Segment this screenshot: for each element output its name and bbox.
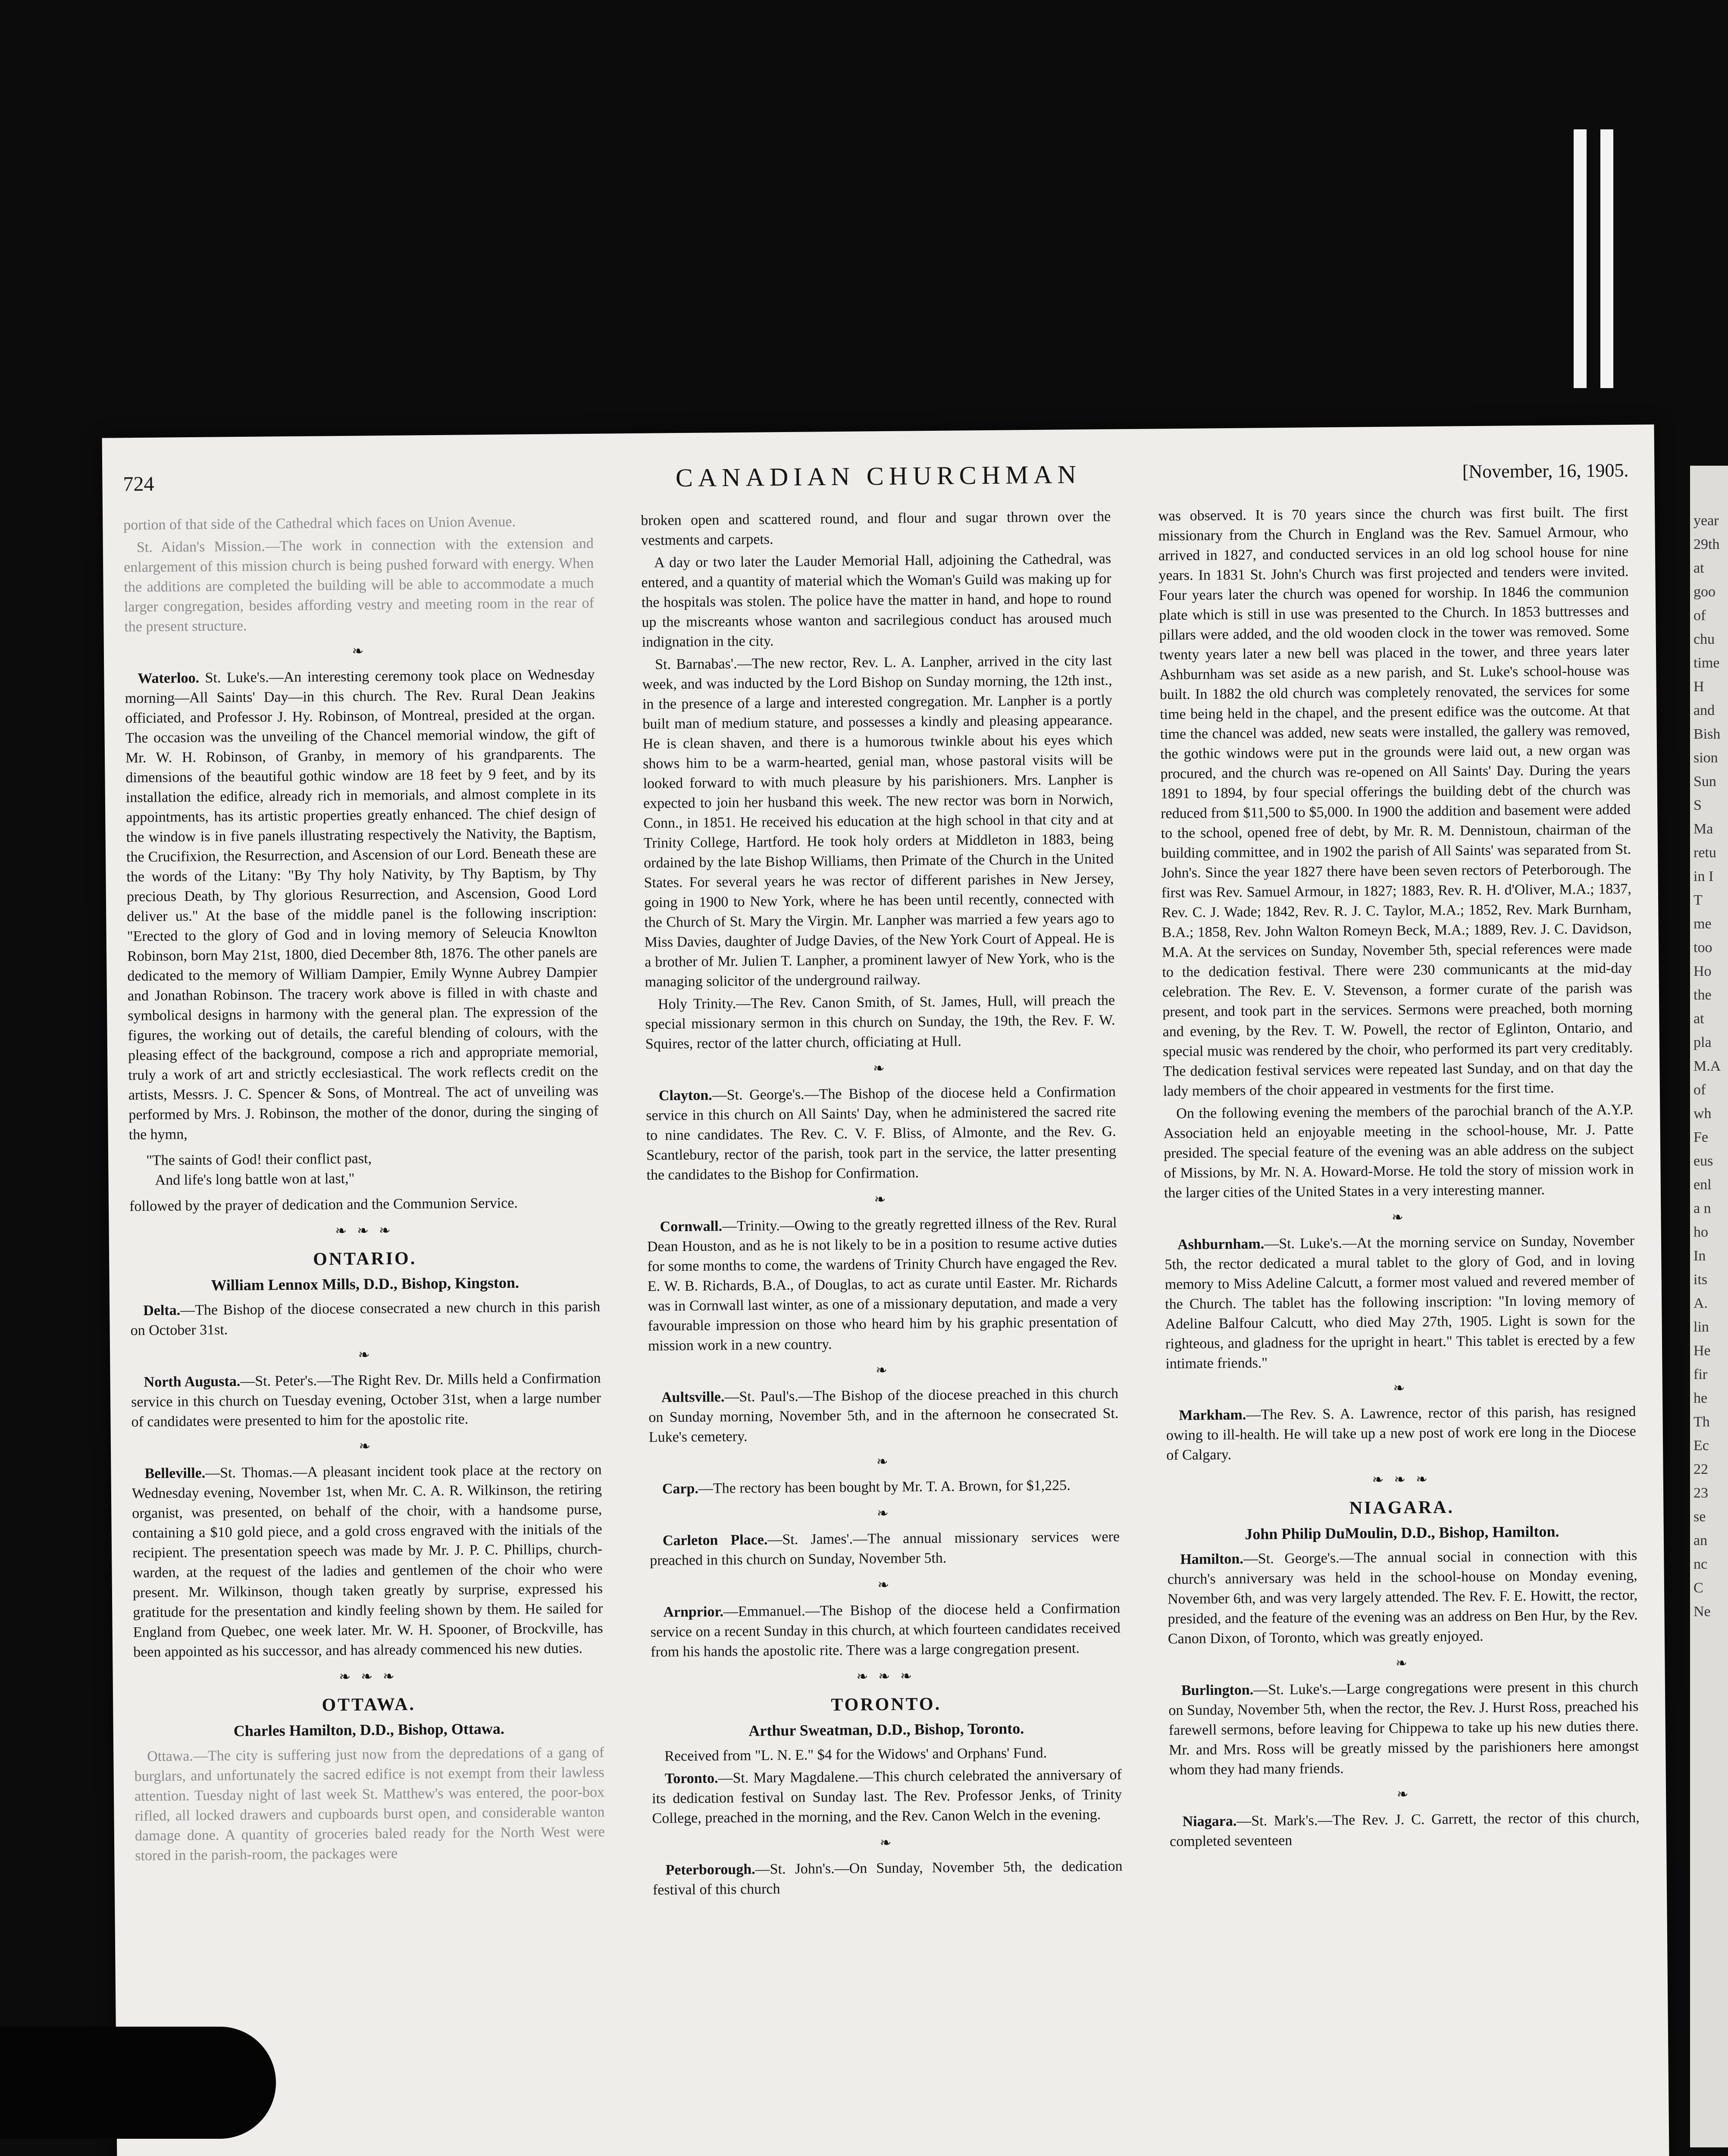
article-text: —St. Thomas.—A pleasant incident took place at the rectory on Wednesday evening, November 1st, when Mr. C. A. R. Wilkinson, the retiring organist, was presented, on behalf of the choir, with a handsome purse, containing a $10 gold piece, and a gold cross engraved with the initials of the recipient. The presentation speech was made by Mr. J. P. C. Phillips, church-warden, at the request of the ladies and gentlemen of the choir who were present. Mr. Wilkinson, though taken greatly by surprise, expressed his gratitude for the presentation and kindly feeling shown by them. He sailed for England from Quebec, one week later. Mr. W. H. Spooner, of Brockville, has been appointed as his successor, and has already commenced his new duties.	[131, 1461, 603, 1661]
edge-text-fragment: the	[1694, 987, 1712, 1003]
article-paragraph: followed by the prayer of dedication and the Communion Service.	[129, 1195, 518, 1215]
article-arnprior	[650, 1598, 1121, 1662]
edge-text-fragment: and	[1694, 702, 1715, 718]
article-paragraph: broken open and scattered round, and flour and sugar thrown over the vestments and carpets.	[641, 508, 1111, 548]
place-heading: Belleville.	[144, 1465, 206, 1482]
article-waterloo	[125, 665, 599, 1145]
edge-text-fragment: me	[1694, 916, 1712, 932]
edge-text-fragment: Sun	[1694, 774, 1716, 790]
place-heading: Cornwall.	[660, 1218, 723, 1235]
bishop-line: William Lennox Mills, D.D., Bishop, Kingston.	[211, 1274, 520, 1294]
column-3	[1158, 502, 1643, 2156]
scanner-stripe	[1574, 129, 1587, 388]
edge-text-fragment: T	[1694, 892, 1703, 908]
edge-text-fragment: S	[1694, 797, 1702, 813]
edge-text-fragment: time	[1694, 655, 1720, 671]
edge-text-fragment: an	[1694, 1532, 1708, 1548]
article-text: —St. Luke's.—At the morning service on Sunday, November 5th, the rector dedicated a mural tablet to the glory of God, and in loving memory to Miss Adeline Calcutt, a former most valued and revered member of the Church. The tablet has the following inscription: "In loving memory of Adeline Balfour Calcutt, who died May 27th, 1905. Light is sown for the righteous, and gladness for the upright in heart." This tablet is erected by a few intimate friends."	[1165, 1232, 1636, 1372]
edge-text-fragment: year	[1694, 513, 1719, 529]
article-paragraph: St. Aidan's Mission.—The work in connection with the extension and enlargement of this mission church is being pushed forward with energy. When the additions are completed the building will be able to accommodate a much larger congregation, besides affording vestry and meeting room in the rear of the present structure.	[124, 535, 595, 635]
edge-text-fragment: of	[1694, 608, 1706, 624]
edge-text-fragment: chu	[1694, 631, 1715, 647]
ornament: ❧	[877, 1576, 893, 1593]
edge-text-fragment: Th	[1694, 1414, 1710, 1430]
edge-text-fragment: 22	[1694, 1461, 1708, 1477]
place-heading: Waterloo.	[138, 670, 200, 687]
edge-text-fragment: Ec	[1694, 1438, 1709, 1454]
edge-text-fragment: ho	[1694, 1224, 1708, 1240]
article-toronto	[652, 1765, 1122, 1829]
newspaper-page	[102, 424, 1670, 2156]
edge-text-fragment: Ma	[1694, 821, 1713, 837]
page-number: 724	[123, 472, 154, 496]
next-page-edge	[1690, 466, 1728, 2147]
edge-text-fragment: M.A	[1694, 1058, 1721, 1074]
place-heading: North Augusta.	[144, 1373, 241, 1391]
edge-text-fragment: he	[1694, 1390, 1708, 1406]
ornament: ❧	[873, 1060, 888, 1076]
edge-text-fragment: fir	[1694, 1366, 1708, 1382]
edge-text-fragment: at	[1694, 560, 1704, 576]
column-1	[123, 511, 608, 2156]
section-ornament: ❧ ❧ ❧	[1372, 1471, 1431, 1488]
article-cornwall	[647, 1213, 1118, 1356]
article-paragraph: St. Barnabas'.—The new rector, Rev. L. A. Lanpher, arrived in the city last week, and was inducted by the Lord Bishop on Sunday morning, the 12th inst., in the presence of a large and interested congregation. Mr. Lanpher is a portly built man of medium stature, and possesses a kindly and pleasing appearance. He is clean shaven, and there is a humorous twinkle about his eyes which shows him to be a warm-hearted, genial man, whose pastoral visits will be looked forward to with much pleasure by his parishioners. Mrs. Lanpher is expected to join her husband this week. The new rector was born in Norwich, Conn., in 1851. He received his education at the high school in that city and at Trinity College, Hartford. He took holy orders at Middleton in 1883, being ordained by the late Bishop Williams, then Primate of the Church in the United States. For several years he was rector of different parishes in New Jersey, going in 1900 to New York, where he has been until recently, connected with the Church of St. Mary the Virgin. Mr. Lanpher was married a few years ago to Miss Davies, daughter of Judge Davies, of the New York Court of Appeal. He is a brother of Mr. Julien T. Lanpher, a prominent lawyer of New York, who is the managing solicitor of the underground railway.	[642, 652, 1115, 990]
article-text: —St. Luke's.—Large congregations were present in this church on Sunday, November 5th, when the rector, the Rev. J. Hurst Ross, preached his farewell sermons, before leaving for Chippewa to take up his new duties there. Mr. and Mrs. Ross will be greatly missed by the parishioners here amongst whom they had many friends.	[1168, 1678, 1639, 1778]
article-text: St. Luke's.—An interesting ceremony took place on Wednesday morning—All Saints' Day—in this church. The Rev. Rural Dean Jeakins officiated, and Professor J. Hy. Robinson, of Montreal, presided at the organ. The occasion was the unveiling of the Chancel memorial window, the gift of Mr. W. H. Robinson, of Granby, in memory of his grandparents. The dimensions of the beautiful gothic window are 18 feet by 9 feet, and by its installation the edifice, already rich in memorials, and almost complete in its appointments, has its artistic properties greatly enhanced. The chief design of the window is in five panels illustrating respectively the Nativity, the Baptism, the Crucifixion, the Resurrection, and Ascension of our Lord. Beneath these are the words of the Litany: "By Thy holy Nativity, by Thy Baptism, by Thy precious Death, by Thy glorious Resurrection, and Ascension, Good Lord deliver us." At the base of the middle panel is the following inscription: "Erected to the glory of God and in loving memory of Seleucia Knowlton Robinson, born May 21st, 1800, died December 8th, 1876. The other panels are dedicated to the memory of William Dampier, Emily Wynne Aubrey Dampier and Jonathan Robinson. The tracery work above is filled in with chaste and symbolical designs in harmony with the general plan. The expression of the figures, the working out of details, the careful blending of colours, with the pleasing effect of the background, compose a rich and appropriate memorial, truly a work of art and strictly ecclesiastical. The work reflects credit on the artists, Messrs. J. C. Spencer & Sons, of Montreal. The act of unveiling was performed by Mrs. J. Robinson, the mother of the donor, during the singing of the hymn,	[125, 666, 599, 1143]
diocese-heading: ONTARIO.	[313, 1248, 417, 1269]
place-heading: Burlington.	[1181, 1682, 1254, 1699]
scanner-stripe	[1600, 129, 1613, 388]
article-paragraph: Holy Trinity.—The Rev. Canon Smith, of St. James, Hull, will preach the special missionary sermon in this church on Sunday, the 19th, the Rev. F. W. Squires, rector of the latter church, officiating at Hull.	[645, 992, 1115, 1052]
article-ashburnham	[1165, 1231, 1636, 1374]
ornament: ❧	[1393, 1380, 1409, 1396]
article-paragraph: On the following evening the members of the parochial branch of the A.Y.P. Association held an enjoyable meeting in the school-house, Mr. J. Patte presided. The special feature of the evening was an able address on the subject of Missions, by Mr. N. A. Howard-Morse. He told the story of mission work in the larger cities of the United States in a very interesting manner.	[1163, 1101, 1634, 1201]
article-peterborough	[652, 1856, 1123, 1900]
article-paragraph: was observed. It is 70 years since the church was first built. The first missionary from the Church in England was the Rev. Samuel Armour, who arrived in 1827, and conducted services in an old log school house for nine years. In 1831 St. John's Church was first projected and tenders were invited. Four years later the church was opened for worship. In 1846 the communion plate which is still in use was presented to the Church. In 1853 buttresses and pillars were added, and the old wooden clock in the tower was removed. Some twenty years later a new bell was placed in the tower, and three years later Ashburnham was set aside as a new parish, and St. Luke's school-house was built. In 1882 the old church was completely renovated, the services for some time being held in the chapel, and the present edifice was the outcome. At that time the chancel was added, new seats were installed, the gallery was removed, the gothic windows were put in the grounds were laid out, a new organ was procured, and the church was re-opened on All Saints' Day. During the years 1891 to 1894, by four special offerings the building debt of the church was reduced from $11,500 to $5,000. In 1900 the addition and basement were added to the school, opened free of debt, by Mr. R. M. Dennistoun, chairman of the building committee, and in 1902 the parish of All Saints' was separated from St. John's. Since the year 1827 there have been seven rectors of Peterborough. The first was Rev. Samuel Armour, in 1827; 1883, Rev. R. H. d'Oliver, M.A.; 1837, Rev. C. J. Wade; 1842, Rev. R. J. C. Taylor, M.A.; 1852, Rev. Mark Burnham, B.A.; 1858, Rev. John Walton Romeyn Beck, M.A.; 1889, Rev. J. C. Davidson, M.A. At the services on Sunday, November 5th, special references were made to the dedication festival. There were 230 communicants at the mid-day celebration. The Rev. E. V. Stevenson, a former curate of the parish was present, and took part in the services. Sermons were preached, both morning and evening, by the Rev. T. W. Powell, the rector of Eglinton, Ontario, and special music was rendered by the choir, who performed its part very creditably. The dedication festival services were repeated last Sunday, and on that day the lady members of the choir appeared in vestments for the first time.	[1158, 504, 1633, 1100]
ornament: ❧	[1396, 1786, 1412, 1802]
article-delta	[130, 1297, 601, 1341]
edge-text-fragment: goo	[1694, 584, 1715, 600]
article-paragraph: portion of that side of the Cathedral which faces on Union Avenue.	[123, 514, 516, 533]
edge-text-fragment: Bish	[1694, 726, 1721, 742]
thumb-shadow	[0, 2027, 276, 2139]
edge-text-fragment: at	[1694, 1011, 1704, 1027]
columns	[123, 502, 1647, 2156]
article-text: —St. Paul's.—The Bishop of the diocese preached in this church on Sunday morning, November 5th, and in the afternoon he consecrated St. Luke's cemetery.	[648, 1385, 1119, 1445]
place-heading: Hamilton.	[1180, 1551, 1243, 1568]
ornament: ❧	[359, 1438, 374, 1454]
article-text: —St. John's.—On Sunday, November 5th, the dedication festival of this church	[652, 1858, 1123, 1898]
edge-text-fragment: pla	[1694, 1034, 1712, 1050]
place-heading: Carp.	[662, 1480, 699, 1497]
edge-text-fragment: Ho	[1694, 963, 1712, 979]
edge-text-fragment: in I	[1694, 868, 1714, 884]
diocese-heading: TORONTO.	[831, 1694, 942, 1715]
ornament: ❧	[876, 1453, 892, 1470]
article-carleton-place	[650, 1527, 1120, 1571]
page-header	[102, 454, 1655, 502]
edge-text-fragment: se	[1694, 1509, 1706, 1525]
edge-text-fragment: 23	[1694, 1485, 1708, 1501]
article-text: —St. Mary Magdalene.—This church celebrated the anniversary of its dedication festival on Sunday last. The Rev. Professor Jenks, of Trinity College, preached in the morning, and the Rev. Canon Welch in the evening.	[651, 1767, 1122, 1827]
section-ornament: ❧ ❧ ❧	[339, 1668, 398, 1685]
place-heading: Arnprior.	[663, 1604, 724, 1620]
article-niagara	[1169, 1808, 1640, 1852]
ornament: ❧	[1395, 1655, 1411, 1671]
edge-text-fragment: H	[1694, 679, 1704, 695]
article-text: —St. George's.—The Bishop of the diocese held a Confirmation service in this church on All Saints' Day, when he administered the sacred rite to nine candidates. The Rev. C. V. F. Bliss, of Almonte, and the Rev. G. Scantlebury, rector of the parish, took part in the service, the latter presenting the candidates to the Bishop for Confirmation.	[646, 1084, 1117, 1183]
edge-text-fragment: nc	[1694, 1556, 1708, 1572]
diocese-heading: OTTAWA.	[322, 1694, 416, 1715]
article-belleville	[131, 1460, 603, 1662]
place-heading: Toronto.	[664, 1770, 718, 1787]
article-ottawa: Ottawa.—The city is suffering just now from the depredations of a gang of burglars, and unfortunately the sacred edifice is not exempt from their lawless attention. Tuesday night of last week St. Matthew's was entered, the poor-box rifled, all locked drawers and cupboards burst open, and considerable wanton damage done. A quantity of groceries baled ready for the North West were stored in the parish-room, the packages were	[134, 1744, 605, 1864]
place-heading: Ashburnham.	[1177, 1236, 1265, 1253]
edge-text-fragment: too	[1694, 940, 1712, 956]
article-clayton	[646, 1082, 1117, 1185]
edge-text-fragment: its	[1694, 1272, 1708, 1288]
masthead: CANADIAN CHURCHMAN	[675, 460, 1082, 492]
article-text: —The Bishop of the diocese consecrated a new church in this parish on October 31st.	[130, 1298, 601, 1339]
article-text: —The Rev. S. A. Lawrence, rector of this parish, has resigned owing to ill-health. He will take up a new post of work ere long in the Diocese of Calgary.	[1166, 1403, 1636, 1463]
edge-text-fragment: of	[1694, 1082, 1706, 1098]
ornament: ❧	[1391, 1209, 1407, 1225]
place-heading: Niagara.	[1182, 1813, 1237, 1830]
ornament: ❧	[880, 1834, 895, 1851]
edge-text-fragment: eus	[1694, 1153, 1713, 1169]
edge-text-fragment: wh	[1694, 1106, 1712, 1122]
article-paragraph: A day or two later the Lauder Memorial Hall, adjoining the Cathedral, was entered, and a quantity of material which the Woman's Guild was making up for the hospitals was stolen. The police have the matter in hand, and hope to round up the miscreants whose wanton and sacrilegious conduct has aroused much indignation in the city.	[641, 551, 1112, 650]
article-paragraph: Received from "L. N. E." $4 for the Widows' and Orphans' Fund.	[664, 1745, 1047, 1764]
edge-text-fragment: Fe	[1694, 1129, 1708, 1145]
article-text: —Trinity.—Owing to the greatly regretted illness of the Rev. Rural Dean Houston, and as he is not likely to be in a position to resume active duties for some months to come, the wardens of Trinity Church have engaged the Rev. E. W. B. Richards, B.A., of Douglas, to act as curate until Easter. Mr. Richards was in Cornwall last winter, as one of a missionary deputation, and made a very favourable impression on those who heard him by his graphic presentation of mission work in a new country.	[647, 1215, 1118, 1354]
edge-text-fragment: enl	[1694, 1177, 1712, 1193]
article-text: —St. James'.—The annual missionary services were preached in this church on Sunday, November 5th.	[650, 1529, 1120, 1569]
edge-text-fragment: sion	[1694, 750, 1718, 766]
ornament: ❧	[874, 1191, 889, 1207]
edge-text-fragment: 29th	[1694, 536, 1720, 552]
article-aultsville	[648, 1384, 1119, 1448]
place-heading: Carleton Place.	[662, 1532, 768, 1549]
place-heading: Aultsville.	[661, 1389, 725, 1406]
diocese-heading: NIAGARA.	[1349, 1497, 1455, 1518]
article-text: —St. George's.—The annual social in connection with this church's anniversary was held in the school-house on Monday evening, November 6th, and was very largely attended. The Rev. F. E. Howitt, the rector, presided, and the feature of the evening was an address on Ben Hur, by the Rev. Canon Dixon, of Toronto, which was greatly enjoyed.	[1167, 1547, 1638, 1647]
verse-line: "The saints of God! their conflict past,	[146, 1150, 372, 1169]
issue-date: [November, 16, 1905.	[1462, 459, 1629, 483]
place-heading: Peterborough.	[665, 1861, 755, 1878]
article-carp	[649, 1475, 1119, 1499]
edge-text-fragment: He	[1694, 1343, 1711, 1359]
section-ornament: ❧ ❧ ❧	[856, 1668, 916, 1684]
article-text: —Emmanuel.—The Bishop of the diocese held a Confirmation service on a recent Sunday in this church, at which fourteen candidates received from his hands the apostolic rite. There was a large congregation present.	[650, 1600, 1121, 1660]
article-text: —The rectory has been bought by Mr. T. A. Brown, for $1,225.	[698, 1477, 1071, 1497]
edge-text-fragment: retu	[1694, 845, 1716, 861]
edge-text-fragment: Ne	[1694, 1604, 1711, 1620]
article-burlington	[1168, 1677, 1639, 1780]
place-heading: Markham.	[1179, 1407, 1246, 1424]
article-markham	[1166, 1402, 1636, 1466]
ornament: ❧	[875, 1362, 891, 1378]
verse-line: And life's long battle won at last,"	[155, 1170, 355, 1188]
ornament: ❧	[358, 1347, 373, 1363]
article-text: —St. Mark's.—The Rev. J. C. Garrett, the rector of this church, completed seventeen	[1169, 1809, 1640, 1850]
article-text: —St. Peter's.—The Right Rev. Dr. Mills held a Confirmation service in this church on Tuesday evening, October 31st, when a large number of candidates were presented to him for the apostolic rite.	[131, 1370, 601, 1430]
article-north-augusta	[131, 1369, 601, 1432]
ornament: ❧	[352, 643, 367, 659]
ornament: ❧	[877, 1505, 892, 1521]
bishop-line: Arthur Sweatman, D.D., Bishop, Toronto.	[748, 1720, 1024, 1739]
hymn-verse	[146, 1147, 599, 1191]
article-hamilton	[1167, 1546, 1638, 1649]
place-heading: Delta.	[143, 1302, 181, 1319]
edge-text-fragment: C	[1694, 1580, 1703, 1596]
edge-text-fragment: a n	[1694, 1200, 1711, 1216]
bishop-line: Charles Hamilton, D.D., Bishop, Ottawa.	[233, 1720, 504, 1740]
column-2	[641, 507, 1126, 2156]
bishop-line: John Philip DuMoulin, D.D., Bishop, Hamilton.	[1245, 1523, 1559, 1543]
edge-text-fragment: A.	[1694, 1295, 1708, 1311]
section-ornament: ❧ ❧ ❧	[335, 1222, 394, 1239]
place-heading: Clayton.	[658, 1087, 712, 1104]
edge-text-fragment: In	[1694, 1248, 1706, 1264]
edge-text-fragment: lin	[1694, 1319, 1709, 1335]
